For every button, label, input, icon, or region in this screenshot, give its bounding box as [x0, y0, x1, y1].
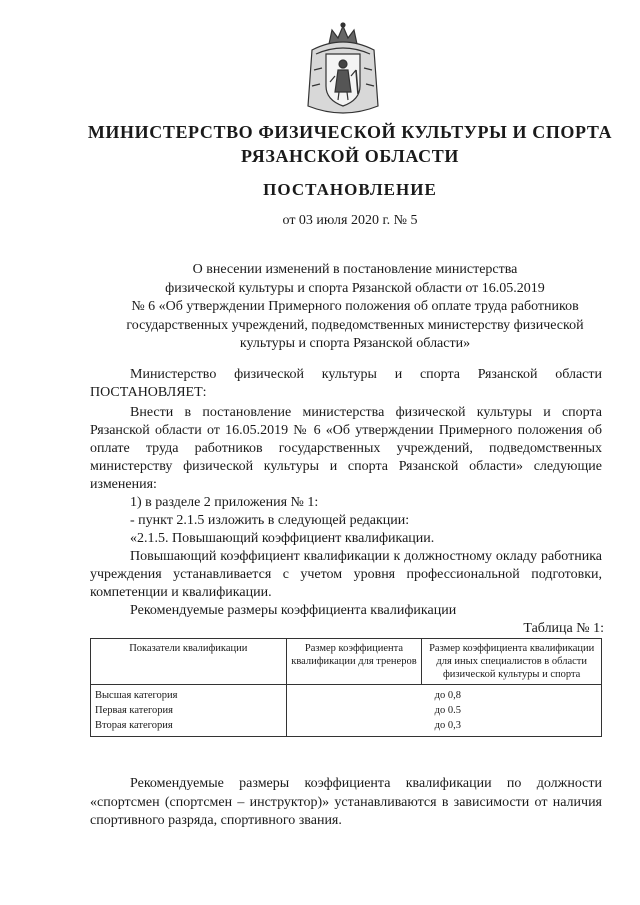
category-label: Вторая категория: [95, 720, 173, 731]
paragraph-section: 1) в разделе 2 приложения № 1:: [130, 495, 319, 510]
subject-line: № 6 «Об утверждении Примерного положения об оплате труда работников: [131, 299, 579, 314]
body-intro: [90, 366, 602, 402]
subject-line: О внесении изменений в постановление министерства: [192, 262, 518, 277]
coefficient-value: до 0,8: [434, 690, 461, 701]
org-name-line2: РЯЗАНСКОЙ ОБЛАСТИ: [241, 146, 459, 166]
paragraph-recommended: Рекомендуемые размеры коэффициента квалификации: [130, 603, 457, 618]
paragraph-coefficient: Повышающий коэффициент квалификации к должностному окладу работника учреждения устанавливается с учетом уровня профессиональной подготовки, компетенции и квалификации.: [90, 549, 602, 600]
paragraph-ministry: Министерство физической культуры и спорта Рязанской области: [130, 367, 602, 382]
paragraph-amend: Внести в постановление министерства физической культуры и спорта Рязанской области от 16.05.2019 № 6 «Об утверждении Примерного положения об оплате труда работников государственных учреждений, подведомственных министерству физической культуры и спорта Рязанской области» следующие изменения:: [90, 405, 602, 492]
paragraph-athlete: Рекомендуемые размеры коэффициента квалификации по должности «спортсмен (спортсмен – инструктор)» устанавливаются в зависимости от наличия спортивного разряда, спортивного звания.: [90, 776, 602, 828]
category-label: Высшая категория: [95, 690, 178, 701]
table-caption: Таблица № 1:: [523, 621, 604, 636]
table-header-cell: Размер коэффициента квалификации для иных специалистов в области физической культуры и спорта: [422, 639, 602, 685]
table-header-row: [91, 639, 602, 685]
org-name-line1: МИНИСТЕРСТВО ФИЗИЧЕСКОЙ КУЛЬТУРЫ И СПОРТА: [87, 122, 613, 142]
document-date: от 03 июля 2020 г. № 5: [282, 213, 418, 228]
coefficient-value: до 0.5: [434, 705, 461, 716]
qualification-table: [90, 638, 602, 737]
paragraph-item: - пункт 2.1.5 изложить в следующей редакции:: [130, 513, 410, 528]
paragraph-resolves: ПОСТАНОВЛЯЕТ:: [90, 385, 207, 400]
subject-line: физической культуры и спорта Рязанской области от 16.05.2019: [165, 280, 545, 296]
coat-of-arms-ryazan-icon: [302, 20, 384, 120]
document-type: ПОСТАНОВЛЕНИЕ: [263, 180, 437, 199]
table-header-cell: Показатели квалификации: [91, 639, 287, 685]
body-main: [90, 404, 602, 620]
coefficient-value: до 0,3: [434, 720, 461, 731]
closing-paragraph: [90, 775, 602, 831]
paragraph-clause: «2.1.5. Повышающий коэффициент квалификации.: [130, 531, 435, 546]
subject-line: государственных учреждений, подведомственных министерству физической: [126, 317, 584, 333]
table-header-cell: Размер коэффициента квалификации для тренеров: [286, 639, 422, 685]
table-row: [91, 685, 602, 737]
table-category-cell: [91, 685, 287, 737]
table-value-cell: [286, 685, 601, 737]
category-label: Первая категория: [95, 705, 174, 716]
subject-line: культуры и спорта Рязанской области»: [239, 336, 471, 351]
document-subject: [90, 261, 620, 354]
